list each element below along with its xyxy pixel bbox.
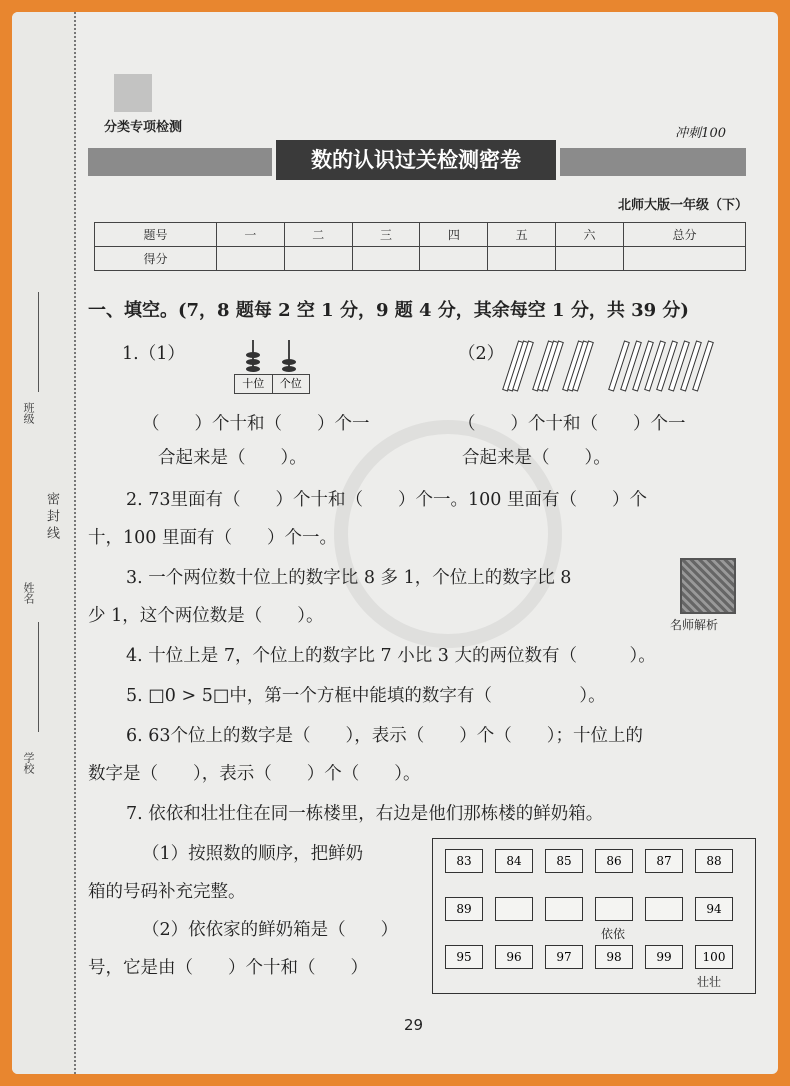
stick-bundle <box>566 340 590 388</box>
abacus-bead <box>246 352 260 358</box>
q1-right-answer-a: （ ）个十和（ ）个一 <box>458 414 686 434</box>
milk-box: 87 <box>645 849 683 873</box>
explanation-qr-code[interactable] <box>680 558 736 614</box>
q5-text: 5. □0 > 5□中，第一个方框中能填的数字有（ ）。 <box>126 686 606 706</box>
score-cell: 二 <box>284 223 352 247</box>
score-cell: 四 <box>420 223 488 247</box>
milk-box: 95 <box>445 945 483 969</box>
q6-line-b: 数字是（ ），表示（ ）个（ ）。 <box>88 764 421 784</box>
title-bold: 数的认识 <box>311 148 395 172</box>
q2-line-b: 十，100 里面有（ ）个一。 <box>88 528 337 548</box>
milk-box: 84 <box>495 849 533 873</box>
milk-box: 85 <box>545 849 583 873</box>
q7-part2-b: 号，它是由（ ）个十和（ ） <box>88 958 368 978</box>
score-input-cell[interactable] <box>420 247 488 271</box>
abacus-bead <box>246 366 260 372</box>
milk-box-blank[interactable] <box>545 897 583 921</box>
q7-text: 7. 依依和壮壮住在同一栋楼里，右边是他们那栋楼的鲜奶箱。 <box>126 804 604 824</box>
q6-line-a: 6. 63个位上的数字是（ ），表示（ ）个（ ）；十位上的 <box>126 726 644 746</box>
milk-box: 98 <box>595 945 633 969</box>
score-cell: 一 <box>217 223 285 247</box>
abacus-ones-label: 个位 <box>279 377 302 390</box>
stick-bundle <box>506 340 530 388</box>
binding-margin <box>12 12 76 1074</box>
score-input-cell[interactable] <box>284 247 352 271</box>
worksheet-paper <box>12 12 778 1074</box>
yiyi-label: 依依 <box>601 927 626 941</box>
score-cell: 题号 <box>95 223 217 247</box>
score-row-header <box>95 223 746 247</box>
score-cell: 六 <box>556 223 624 247</box>
milk-box: 88 <box>695 849 733 873</box>
score-cell: 三 <box>352 223 420 247</box>
worksheet-content <box>76 12 778 1074</box>
q2-line-a: 2. 73里面有（ ）个十和（ ）个一。100 里面有（ ）个 <box>126 490 647 510</box>
q1-right-number: （2） <box>458 344 505 364</box>
class-label: 班级 <box>22 402 35 424</box>
q3-line-b: 少 1，这个两位数是（ ）。 <box>88 606 324 626</box>
seal-line-text: 密 封 线 <box>44 492 59 540</box>
worksheet-title <box>276 140 556 180</box>
edition-label: 北师大版一年级（下） <box>617 198 748 213</box>
abacus-bead <box>246 359 260 365</box>
score-input-cell[interactable] <box>352 247 420 271</box>
q1-right-answer-b: 合起来是（ ）。 <box>462 448 611 468</box>
q7-part1-b: 箱的号码补充完整。 <box>88 882 246 902</box>
milk-box: 89 <box>445 897 483 921</box>
page-number: 29 <box>404 1016 424 1034</box>
title-rest: 过关检测密卷 <box>395 148 521 172</box>
score-cell: 五 <box>488 223 556 247</box>
abacus-base <box>234 374 310 394</box>
score-row-values <box>95 247 746 271</box>
title-bar-left <box>88 148 272 176</box>
loose-sticks <box>608 340 718 388</box>
milk-box: 83 <box>445 849 483 873</box>
milk-box: 86 <box>595 849 633 873</box>
title-bar-right <box>560 148 746 176</box>
milk-box-blank[interactable] <box>495 897 533 921</box>
score-input-cell[interactable] <box>556 247 624 271</box>
qr-caption: 名师解析 <box>670 618 719 632</box>
q7-part1-a: （1）按照数的顺序，把鲜奶 <box>142 844 364 864</box>
category-banner <box>88 110 248 140</box>
zhuangzhuang-label: 壮壮 <box>697 975 722 989</box>
score-input-cell[interactable] <box>217 247 285 271</box>
score-table <box>94 222 746 271</box>
q4-text: 4. 十位上是 7，个位上的数字比 7 小比 3 大的两位数有（ ）。 <box>126 646 656 666</box>
stick-bundle <box>536 340 560 388</box>
milk-box-blank[interactable] <box>595 897 633 921</box>
milk-box: 99 <box>645 945 683 969</box>
score-input-cell[interactable] <box>488 247 556 271</box>
milk-box: 100 <box>695 945 733 969</box>
abacus-bead <box>282 359 296 365</box>
q3-line-a: 3. 一个两位数十位上的数字比 8 多 1，个位上的数字比 8 <box>126 568 572 588</box>
section-heading: 一、填空。(7，8 题每 2 空 1 分，9 题 4 分，其余每空 1 分，共 39 分) <box>88 300 689 321</box>
abacus-bead <box>282 366 296 372</box>
category-label: 分类专项检测 <box>104 120 183 135</box>
school-label: 学校 <box>22 752 35 774</box>
milk-box: 96 <box>495 945 533 969</box>
top-qr-code <box>114 74 152 112</box>
score-cell: 总分 <box>623 223 745 247</box>
q1-left-answer-a: （ ）个十和（ ）个一 <box>142 414 370 434</box>
milk-box: 97 <box>545 945 583 969</box>
abacus-icon <box>234 340 308 394</box>
q1-left-answer-b: 合起来是（ ）。 <box>158 448 307 468</box>
brand-label: 冲刺100 <box>675 126 726 141</box>
q1-left-number: 1.（1） <box>122 344 185 364</box>
class-line <box>38 292 39 392</box>
name-label: 姓名 <box>22 582 35 604</box>
milk-box-blank[interactable] <box>645 897 683 921</box>
q7-part2-a: （2）依依家的鲜奶箱是（ ） <box>142 920 399 940</box>
score-input-cell[interactable] <box>623 247 745 271</box>
name-line <box>38 622 39 732</box>
milk-box-grid <box>432 838 756 994</box>
score-cell: 得分 <box>95 247 217 271</box>
abacus-tens-label: 十位 <box>235 375 273 393</box>
milk-box: 94 <box>695 897 733 921</box>
